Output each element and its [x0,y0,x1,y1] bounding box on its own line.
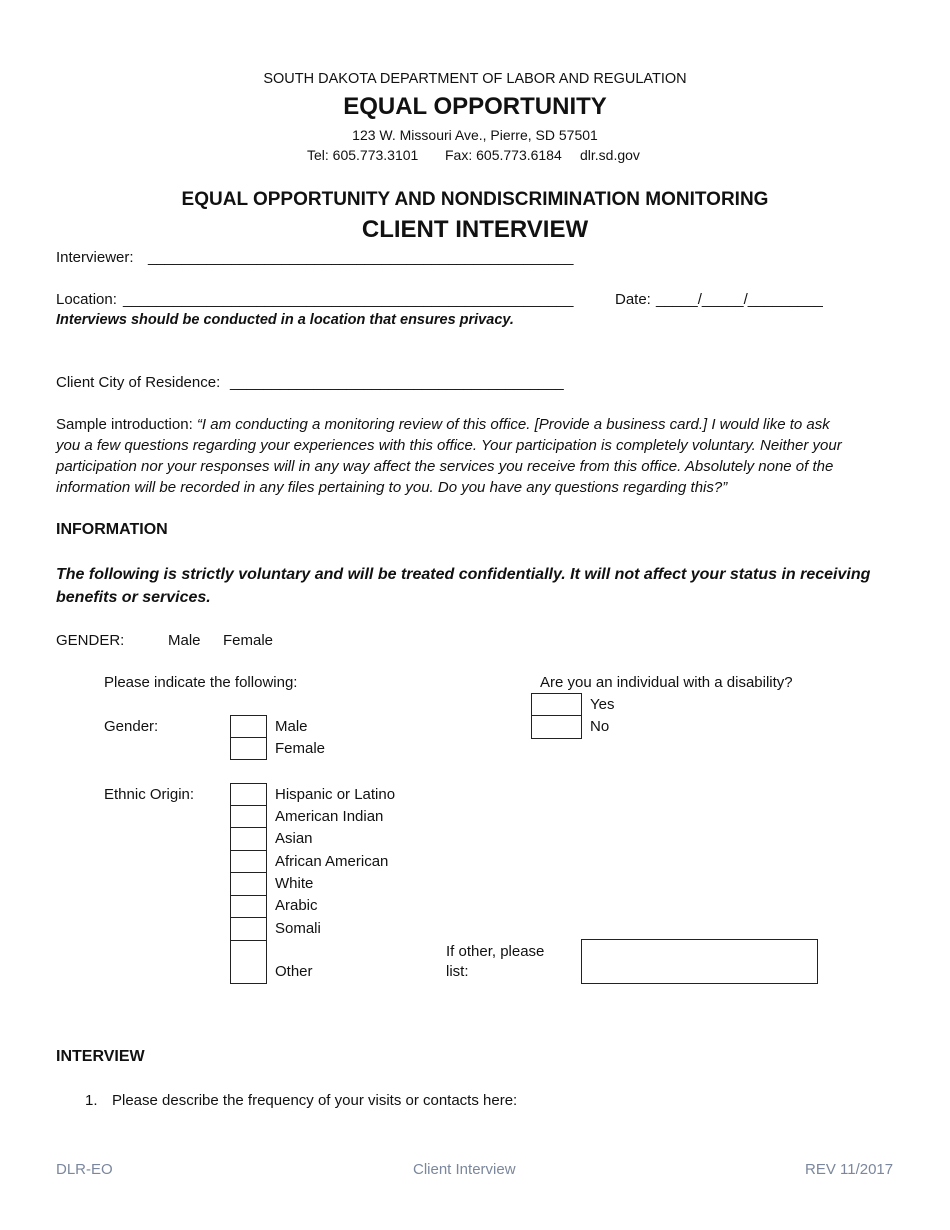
ethnic-arabic-checkbox[interactable] [230,895,267,918]
location-field[interactable]: ______________________________________________________ [123,291,574,308]
footer-revision: REV 11/2017 [805,1161,894,1178]
city-field[interactable]: ________________________________________ [230,374,564,391]
other-prompt-line-1: If other, please [446,943,545,960]
intro-line-4: information will be recorded in any files pertaining to you. Do you have any questions regarding this?” [56,479,728,496]
location-label: Location: [56,291,117,308]
ethnic-american-indian-label: American Indian [275,808,384,825]
ethnic-somali-label: Somali [275,920,321,937]
gender-heading-female: Female [223,632,274,649]
information-heading: INFORMATION [56,521,168,538]
notice-line-2: benefits or services. [56,589,211,606]
footer-title: Client Interview [413,1161,516,1178]
footer-form-code: DLR-EO [56,1161,113,1178]
interviewer-label: Interviewer: [56,249,134,266]
ethnic-american-indian-checkbox[interactable] [230,805,267,828]
privacy-note: Interviews should be conducted in a location that ensures privacy. [56,312,514,328]
disability-yes-checkbox[interactable] [531,693,582,716]
indicate-prompt: Please indicate the following: [104,674,298,691]
intro-line-3: participation nor your responses will in any way affect the services you receive from this office. Absolutely none of the [56,458,834,475]
ethnic-hispanic-checkbox[interactable] [230,783,267,806]
disability-yes-label: Yes [590,696,615,713]
ethnic-white-checkbox[interactable] [230,872,267,896]
date-field[interactable]: _____/_____/_________ [656,291,823,308]
ethnic-origin-label: Ethnic Origin: [104,786,195,803]
interviewer-field[interactable]: ___________________________________________________ [148,249,574,266]
ethnic-other-checkbox[interactable] [230,940,267,984]
other-ethnicity-input[interactable] [581,939,818,984]
city-label: Client City of Residence: [56,374,221,391]
intro-line-2: you a few questions regarding your experiences with this office. Your participation is completely voluntary. Neither your [56,437,842,454]
question-1-number: 1. [85,1092,98,1109]
disability-no-checkbox[interactable] [531,715,582,739]
office-website: dlr.sd.gov [580,147,640,163]
ethnic-african-american-checkbox[interactable] [230,850,267,873]
office-address: 123 W. Missouri Ave., Pierre, SD 57501 [352,127,598,143]
ethnic-other-label: Other [275,963,313,980]
disability-question: Are you an individual with a disability? [540,674,793,691]
gender-female-checkbox[interactable] [230,737,267,760]
gender-male-label: Male [275,718,308,735]
intro-label: Sample introduction: [56,416,193,433]
office-phone: Tel: 605.773.3101 [307,147,419,163]
ethnic-african-american-label: African American [275,853,389,870]
form-title: EQUAL OPPORTUNITY AND NONDISCRIMINATION MONITORING [181,189,769,210]
form-subtitle: CLIENT INTERVIEW [361,216,589,243]
ethnic-asian-label: Asian [275,830,313,847]
office-title: EQUAL OPPORTUNITY [343,93,607,120]
date-label: Date: [615,291,651,308]
gender-heading-label: GENDER: [56,632,125,649]
ethnic-arabic-label: Arabic [275,897,318,914]
intro-line-1 [56,416,830,433]
intro-text: “I am conducting a monitoring review of this office. [Provide a business card.] I would like to ask [196,416,830,433]
department-name: SOUTH DAKOTA DEPARTMENT OF LABOR AND REGULATION [263,71,687,87]
interview-heading: INTERVIEW [56,1048,145,1065]
disability-no-label: No [590,718,610,735]
question-1-text: Please describe the frequency of your visits or contacts here: [112,1092,518,1109]
ethnic-hispanic-label: Hispanic or Latino [275,786,396,803]
gender-heading-male: Male [168,632,201,649]
ethnic-white-label: White [275,875,314,892]
ethnic-somali-checkbox[interactable] [230,917,267,941]
other-prompt-line-2: list: [446,963,469,980]
gender-female-label: Female [275,740,326,757]
notice-line-1: The following is strictly voluntary and will be treated confidentially. It will not affect your status in receiving [56,566,871,583]
gender-male-checkbox[interactable] [230,715,267,738]
office-fax: Fax: 605.773.6184 [445,147,562,163]
ethnic-asian-checkbox[interactable] [230,827,267,851]
gender-field-label: Gender: [104,718,159,735]
